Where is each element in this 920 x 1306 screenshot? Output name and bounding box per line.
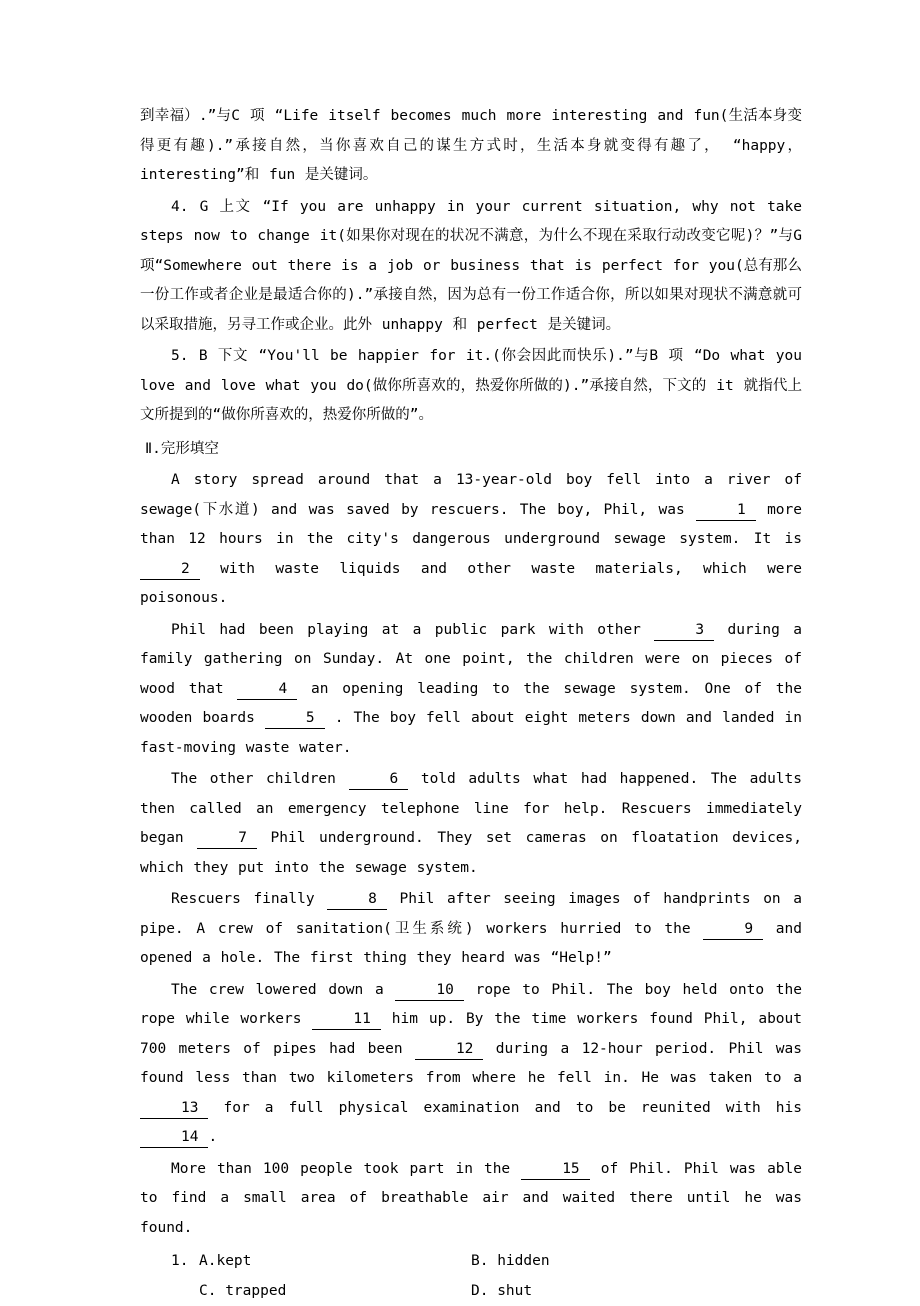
document-content <box>140 102 802 1306</box>
paragraph: 4. G 上文 “If you are unhappy in your current situation, why not take steps now to change it(如果你对现在的状况不满意，为什么不现在采取行动改变它呢)？”与G 项“Somewhere out there is a job or business that is perfect for you(总有那么一份工作或者企业是最适合你的).”承接自然，因为总有一份工作适合你，所以如果对现状不满意就可以采取措施，另寻工作或企业。此外 unhappy 和 perfect 是关键词。 <box>140 193 802 341</box>
cloze-blank-6: 6 <box>349 769 409 790</box>
paragraph: The other children 6 told adults what had happened. The adults then called an emergency telephone line for help. Rescuers immediately began 7 Phil underground. They set cameras on floatation devices, which they put into the sewage system. <box>140 765 802 883</box>
cloze-blank-10: 10 <box>395 980 463 1001</box>
question-number: 1. <box>171 1247 199 1277</box>
cloze-blank-4: 4 <box>237 679 297 700</box>
cloze-blank-3: 3 <box>654 620 714 641</box>
paragraph: 到幸福）.”与C 项 “Life itself becomes much more interesting and fun(生活本身变得更有趣).”承接自然，当你喜欢自己的谋生方式时，生活本身就变得有趣了， “happy，interesting”和 fun 是关键词。 <box>140 102 802 191</box>
section-heading: Ⅱ.完形填空 <box>140 435 802 465</box>
option-b: B. hidden <box>471 1247 802 1277</box>
cloze-blank-8: 8 <box>327 889 387 910</box>
cloze-blank-5: 5 <box>265 708 325 729</box>
paragraph: More than 100 people took part in the 15 of Phil. Phil was able to find a small area of breathable air and waited there until he was found. <box>140 1155 802 1244</box>
answer-options <box>171 1247 802 1306</box>
cloze-blank-13: 13 <box>140 1098 208 1119</box>
option-d: D. shut <box>471 1277 802 1306</box>
cloze-blank-7: 7 <box>197 828 257 849</box>
cloze-blank-14: 14 <box>140 1127 208 1148</box>
cloze-blank-11: 11 <box>312 1009 380 1030</box>
paragraph: Phil had been playing at a public park with other 3 during a family gathering on Sunday. At one point, the children were on pieces of wood that 4 an opening leading to the sewage system. One of the wooden boards 5 . The boy fell about eight meters down and landed in fast-moving waste water. <box>140 616 802 764</box>
cloze-blank-2: 2 <box>140 559 200 580</box>
cloze-blank-12: 12 <box>415 1039 483 1060</box>
option-c: C. trapped <box>199 1277 471 1306</box>
paragraph: Rescuers finally 8 Phil after seeing images of handprints on a pipe. A crew of sanitation(卫生系统) workers hurried to the 9 and opened a hole. The first thing they heard was “Help!” <box>140 885 802 974</box>
cloze-blank-15: 15 <box>521 1159 589 1180</box>
paragraph: The crew lowered down a 10 rope to Phil. The boy held onto the rope while workers 11 him up. By the time workers found Phil, about 700 meters of pipes had been 12 during a 12-hour period. Phil was found less than two kilometers from where he fell in. He was taken to a 13 for a full physical examination and to be reunited with his 14 . <box>140 976 802 1153</box>
paragraph: 5. B 下文 “You'll be happier for it.(你会因此而快乐).”与B 项 “Do what you love and love what you do(做你所喜欢的，热爱你所做的).”承接自然，下文的 it 就指代上文所提到的“做你所喜欢的，热爱你所做的”。 <box>140 342 802 431</box>
cloze-blank-9: 9 <box>703 919 763 940</box>
cloze-blank-1: 1 <box>696 500 756 521</box>
paragraph: A story spread around that a 13-year-old boy fell into a river of sewage(下水道) and was saved by rescuers. The boy, Phil, was 1 more than 12 hours in the city's dangerous underground sewage system. It is 2 with waste liquids and other waste materials, which were poisonous. <box>140 466 802 614</box>
option-a: A.kept <box>199 1247 471 1277</box>
